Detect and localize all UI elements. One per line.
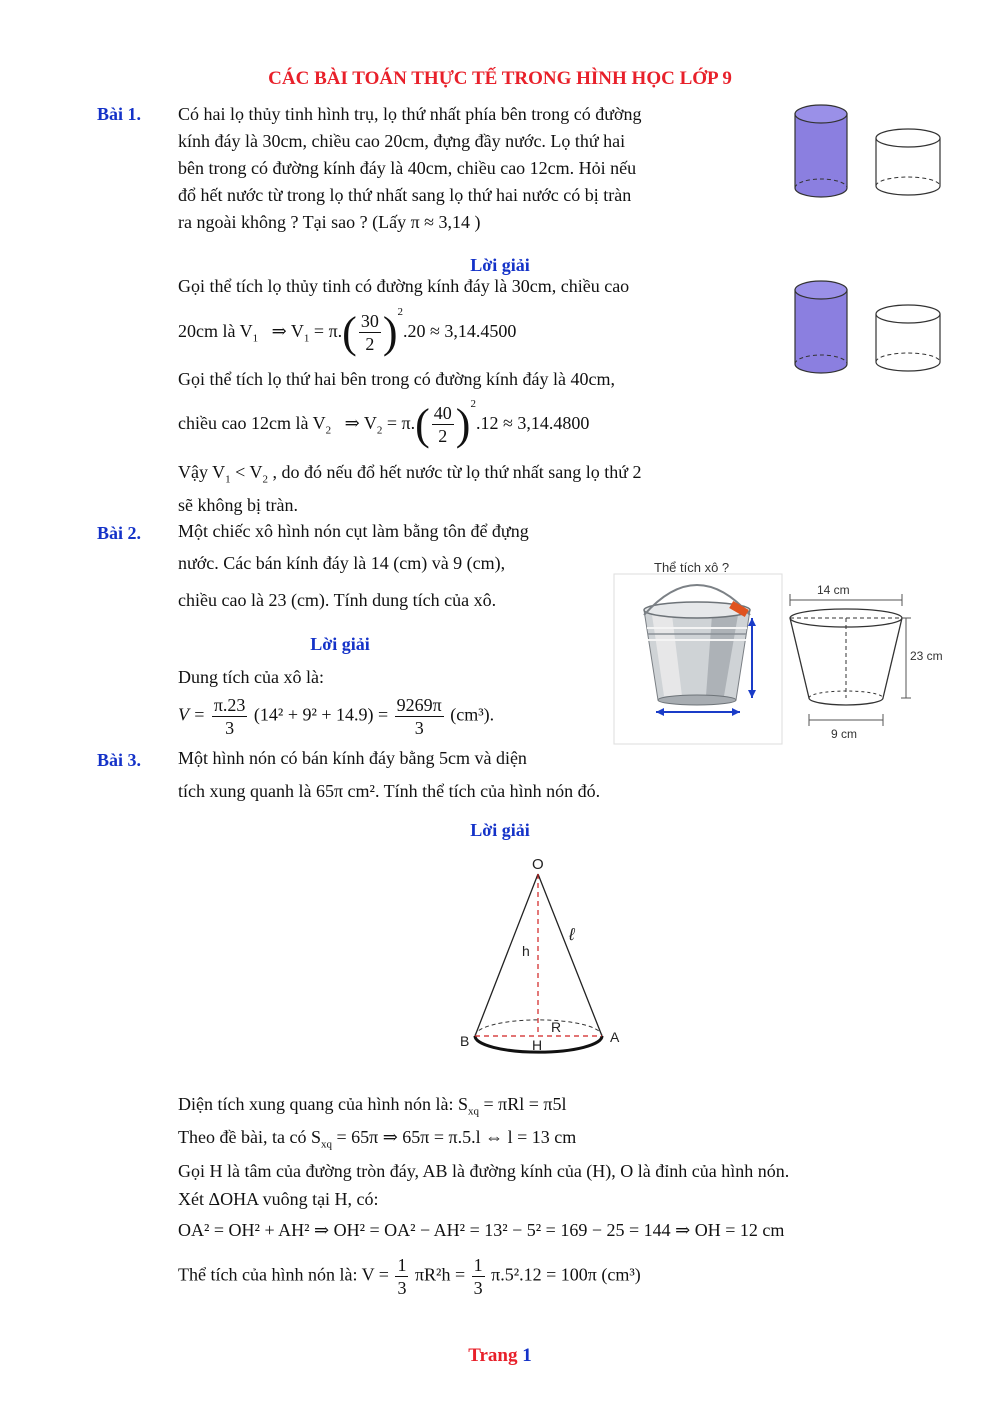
radius-R-label: R [551,1019,562,1035]
point-B-label: B [460,1033,470,1049]
dim-side-label: 23 cm [910,649,943,663]
solution-1-conclusion: Vậy $V_1 < V_2$ , do đó nếu đổ hết nước từ lọ thứ nhất sang lọ thứ 2 [178,462,642,486]
solution-3-line-3: Gọi H là tâm của đường tròn đáy, AB là đường kính của (H), O là đỉnh của hình nón. [178,1161,790,1181]
slant-l-label: ℓ [569,925,575,944]
cylinder-empty-icon [876,305,940,371]
cylinder-full-icon [795,281,847,373]
problem-2-line-3: chiều cao là 23 (cm). Tính dung tích của xô. [178,590,497,610]
bucket-caption: Thể tích xô ? [654,560,730,575]
point-H-label: H [532,1037,543,1053]
solution-3-pythagoras: OA² = OH² + AH² ⇒ OH² = OA² − AH² = 13² − 5² = 169 − 25 = 144 ⇒ OH = 12 cm [178,1220,785,1240]
problem-1-label: Bài 1. [97,104,142,124]
cylinders-figure-1 [790,100,950,206]
problem-2-line-1: Một chiếc xô hình nón cụt làm bằng tôn để đựng [178,521,529,541]
problem-1-line: đổ hết nước từ trong lọ thứ nhất sang lọ thứ hai nước có bị tràn [178,185,632,205]
solution-1-line-3: Gọi thể tích lọ thứ hai bên trong có đường kính đáy là 40cm, [178,369,615,389]
bucket-figure [612,560,957,750]
page-title: CÁC BÀI TOÁN THỰC TẾ TRONG HÌNH HỌC LỚP 9 [268,68,732,89]
problem-2-line-2: nước. Các bán kính đáy là 14 (cm) và 9 (cm), [178,553,506,573]
cylinder-empty-icon [876,129,940,195]
problem-1-line: bên trong có đường kính đáy là 40cm, chiều cao 12cm. Hỏi nếu [178,158,637,178]
solution-1-formula-v1: 20cm là $V_1$ ⇒ $V_1 = \pi$.( $\frac{30}{2}$ )$^2$.20 ≈ 3,14.4500 [178,306,517,357]
solution-2-line-1: Dung tích của xô là: [178,667,324,687]
solution-1-formula-v2: chiều cao 12cm là $V_2$ ⇒ $V_2 = \pi$.( $\frac{40}{2}$ )$^2$.12 ≈ 3,14.4800 [178,398,590,449]
solution-2-label: Lời giải [310,634,370,654]
frustum-diagram [790,583,943,741]
cone-figure [452,852,632,1057]
solution-3-line-1: Diện tích xung quang của hình nón là: $S_{xq} = \pi Rl = \pi 5l$ [178,1094,567,1118]
page-footer [0,1345,1000,1367]
problem-3-line-2: tích xung quanh là 65π cm². Tính thể tích của hình nón đó. [178,781,601,801]
vertex-O-label: O [532,856,544,873]
solution-1-line-6: sẽ không bị tràn. [178,495,298,515]
footer-page-number: 1 [522,1345,532,1366]
solution-3-line-4: Xét ΔOHA vuông tại H, có: [178,1189,379,1209]
solution-3-label: Lời giải [470,820,530,840]
problem-1-line: ra ngoài không ? Tại sao ? (Lấy π ≈ 3,14 ) [178,212,481,232]
problem-3-label: Bài 3. [97,750,142,770]
problem-3-line-1: Một hình nón có bán kính đáy bằng 5cm và diện [178,748,527,768]
problem-1-line: Có hai lọ thủy tinh hình trụ, lọ thứ nhất phía bên trong có đường [178,104,642,124]
problem-1-text [178,101,705,236]
solution-1-line-1: Gọi thể tích lọ thủy tinh có đường kính đáy là 30cm, chiều cao [178,276,630,296]
problem-2-label: Bài 2. [97,523,142,543]
solution-3-line-2: Theo đề bài, ta có $S_{xq} = 65\pi$ ⇒ 65π = π.5.l ⇔ l = 13 cm [178,1127,577,1151]
height-h-label: h [522,943,530,959]
cylinders-figure-2 [790,276,950,382]
solution-3-volume: Thể tích của hình nón là: V = $\frac{1}{3}$ πR²h = $\frac{1}{3}$ π.5².12 = 100π (cm³) [178,1255,641,1298]
solution-2-formula: V = $\frac{\pi.23}{3}$ (14² + 9² + 14.9) = $\frac{9269\pi}{3}$ (cm³). [178,695,495,738]
point-A-label: A [610,1029,620,1045]
solution-1-label: Lời giải [470,255,530,275]
footer-page-word: Trang [468,1345,518,1366]
cylinder-full-icon [795,105,847,197]
dim-top-label: 14 cm [817,583,850,597]
problem-1-line: kính đáy là 30cm, chiều cao 20cm, đựng đầy nước. Lọ thứ hai [178,131,626,151]
dim-bottom-label: 9 cm [831,727,858,741]
